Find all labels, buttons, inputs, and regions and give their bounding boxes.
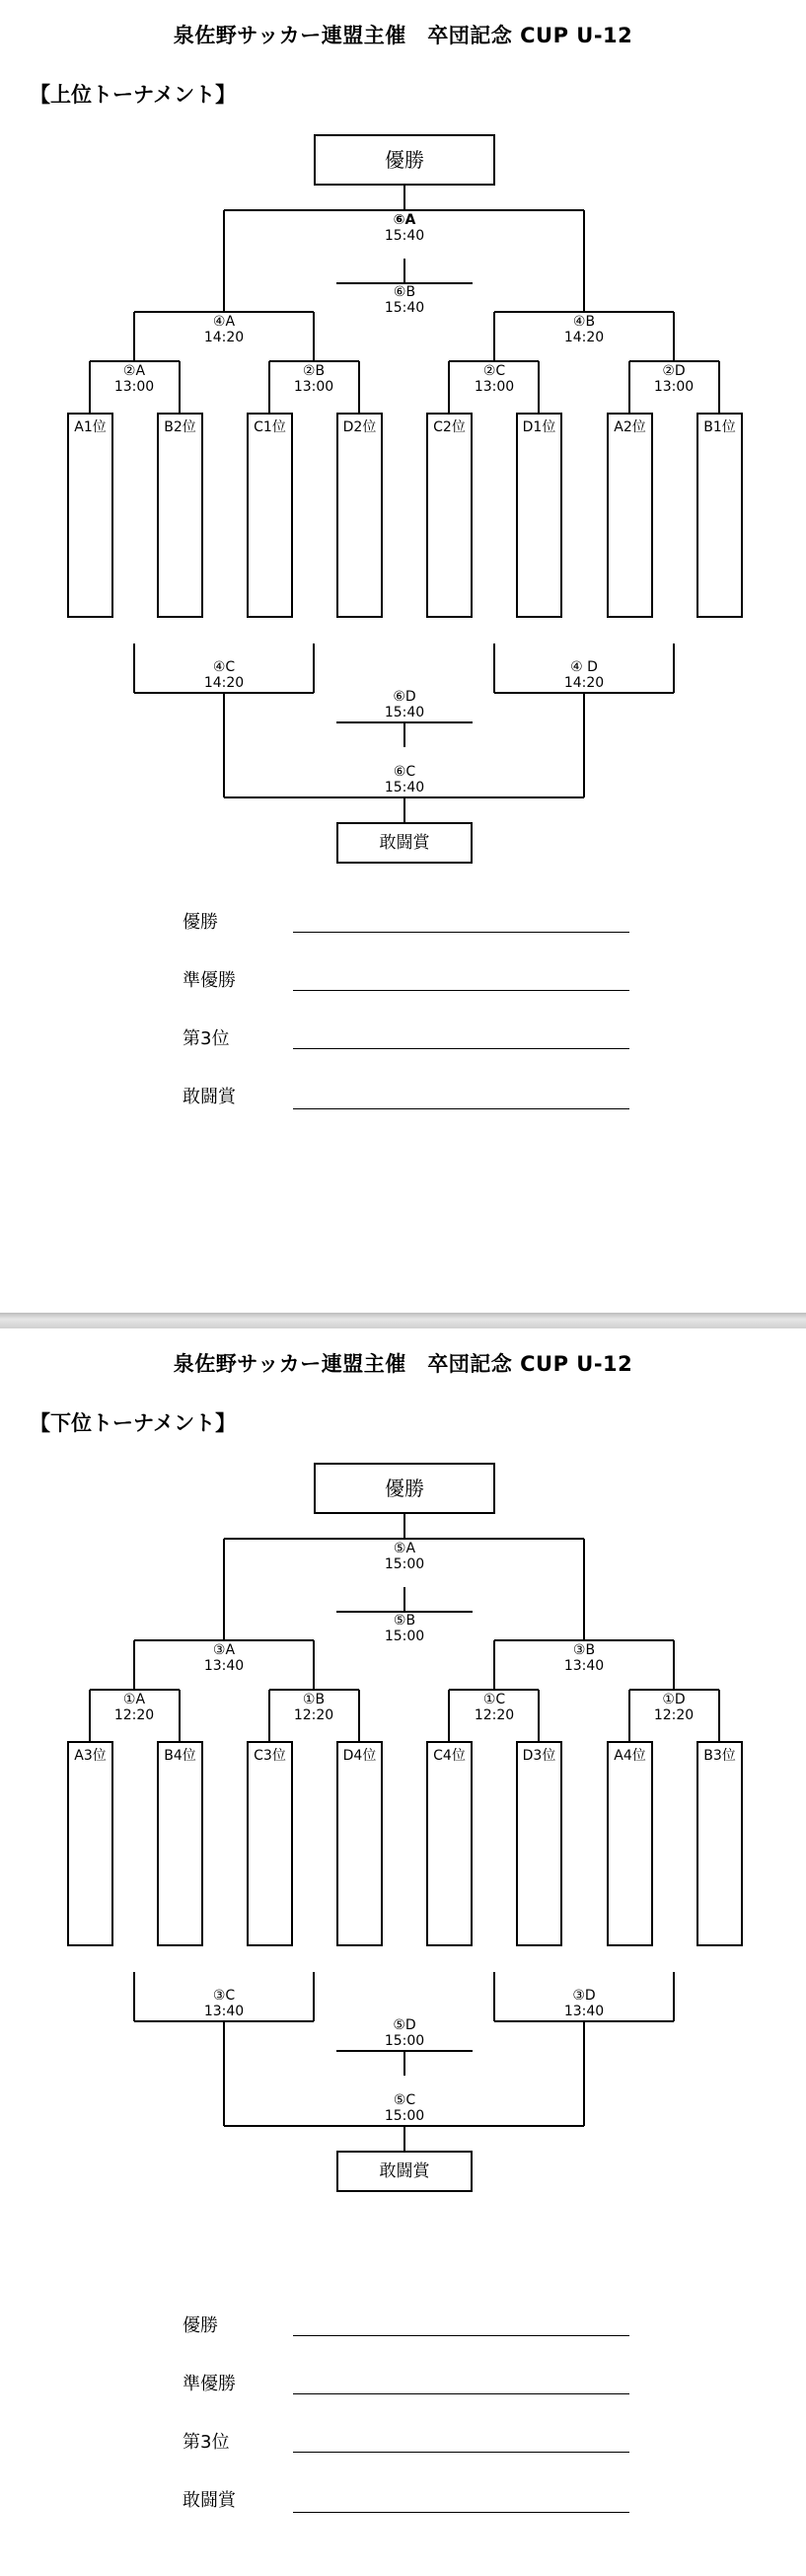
prize-label-runner-up: 準優勝 [183,970,236,991]
match-label: ④C [212,659,236,675]
team-slot: C2位 [426,413,473,618]
match-time: 13:00 [113,379,155,395]
match-label: ⑤C [393,2092,416,2108]
bracket-lines [0,1328,806,2576]
match-time: 12:20 [474,1707,515,1723]
tournament-page-lower [0,1328,806,2576]
match-final-b [385,284,424,316]
match-r1-d [654,363,694,395]
match-sf-b [564,1642,604,1674]
team-slot: B3位 [696,1741,743,1946]
prize-blank-line [293,2512,629,2513]
match-time: 12:20 [653,1707,695,1723]
match-sf-d [564,1988,604,2019]
match-label: ①C [482,1692,506,1707]
match-r1-a [114,363,154,395]
prize-label-third: 第3位 [183,2432,230,2453]
prize-label-winner: 優勝 [183,912,218,933]
match-label: ⑥A [393,212,416,228]
match-time: 12:20 [293,1707,334,1723]
match-time: 14:20 [203,675,245,691]
team-slot: C1位 [247,413,293,618]
match-label: ②C [482,363,506,379]
team-slot: B1位 [696,413,743,618]
match-time: 14:20 [203,330,245,345]
team-slot: C4位 [426,1741,473,1946]
team-slot: C3位 [247,1741,293,1946]
match-label: ④B [572,314,596,330]
match-label: ⑤A [393,1541,416,1556]
match-time: 15:40 [384,705,425,720]
match-time: 15:40 [384,228,425,244]
match-time: 13:00 [293,379,334,395]
bracket-subtitle: 【上位トーナメント】 [30,83,237,107]
match-final-a [385,212,424,244]
fighting-spirit-box: 敢闘賞 [336,2151,473,2192]
prize-blank-line [293,932,629,933]
prize-label-runner-up: 準優勝 [183,2374,236,2394]
team-slot: A1位 [67,413,113,618]
page-title: 泉佐野サッカー連盟主催 卒団記念 CUP U-12 [173,24,633,47]
team-slot: A4位 [607,1741,653,1946]
match-sf-c [204,1988,244,2019]
prize-label-third: 第3位 [183,1028,230,1049]
match-r1-c [475,1692,514,1723]
match-time: 15:00 [384,2108,425,2124]
match-label: ③B [572,1642,596,1658]
match-time: 13:40 [203,2004,245,2019]
match-label: ⑤B [393,1613,416,1629]
match-time: 13:00 [653,379,695,395]
champion-box: 優勝 [314,134,495,186]
match-label: ③D [572,1988,596,2004]
match-label: ③C [212,1988,236,2004]
match-label: ②B [302,363,326,379]
match-time: 14:20 [563,330,605,345]
prize-blank-line [293,2393,629,2394]
match-label: ⑥D [393,689,416,705]
bracket-subtitle: 【下位トーナメント】 [30,1411,237,1435]
match-label: ⑥C [393,764,416,780]
team-slot: B2位 [157,413,203,618]
team-slot: D3位 [516,1741,562,1946]
team-slot: A2位 [607,413,653,618]
match-label: ④A [212,314,236,330]
prize-blank-line [293,990,629,991]
prize-blank-line [293,2452,629,2453]
match-final-c [385,764,424,796]
team-slot: A3位 [67,1741,113,1946]
champion-box: 優勝 [314,1463,495,1514]
match-label: ②D [662,363,686,379]
match-label: ④ D [570,659,598,675]
match-time: 13:40 [563,2004,605,2019]
match-time: 14:20 [563,675,605,691]
match-label: ①A [122,1692,146,1707]
match-time: 15:40 [384,780,425,796]
team-slot: B4位 [157,1741,203,1946]
match-final-d [385,689,424,720]
team-slot: D2位 [336,413,383,618]
match-time: 13:40 [203,1658,245,1674]
match-label: ①B [302,1692,326,1707]
prize-label-fighting-spirit: 敢闘賞 [183,2490,236,2511]
prize-label-winner: 優勝 [183,2315,218,2336]
match-time: 15:00 [384,1629,425,1644]
match-sf-c [204,659,244,691]
match-r1-d [654,1692,694,1723]
page-title: 泉佐野サッカー連盟主催 卒団記念 CUP U-12 [173,1352,633,1376]
match-label: ⑤D [393,2017,416,2033]
prize-label-fighting-spirit: 敢闘賞 [183,1087,236,1107]
team-slot: D4位 [336,1741,383,1946]
match-label: ①D [662,1692,686,1707]
match-label: ⑥B [393,284,416,300]
match-sf-a [204,314,244,345]
match-r1-c [475,363,514,395]
match-sf-d [564,659,604,691]
match-r1-a [114,1692,154,1723]
prize-blank-line [293,1108,629,1109]
match-label: ②A [122,363,146,379]
match-final-b [385,1613,424,1644]
match-sf-b [564,314,604,345]
match-time: 13:00 [474,379,515,395]
match-time: 13:40 [563,1658,605,1674]
match-r1-b [294,363,333,395]
match-time: 12:20 [113,1707,155,1723]
match-final-c [385,2092,424,2124]
match-time: 15:00 [384,1556,425,1572]
fighting-spirit-box: 敢闘賞 [336,822,473,864]
page-separator [0,1313,806,1328]
match-r1-b [294,1692,333,1723]
team-slot: D1位 [516,413,562,618]
match-time: 15:00 [384,2033,425,2049]
prize-blank-line [293,2335,629,2336]
match-final-d [385,2017,424,2049]
match-label: ③A [212,1642,236,1658]
match-final-a [385,1541,424,1572]
match-sf-a [204,1642,244,1674]
prize-blank-line [293,1048,629,1049]
match-time: 15:40 [384,300,425,316]
